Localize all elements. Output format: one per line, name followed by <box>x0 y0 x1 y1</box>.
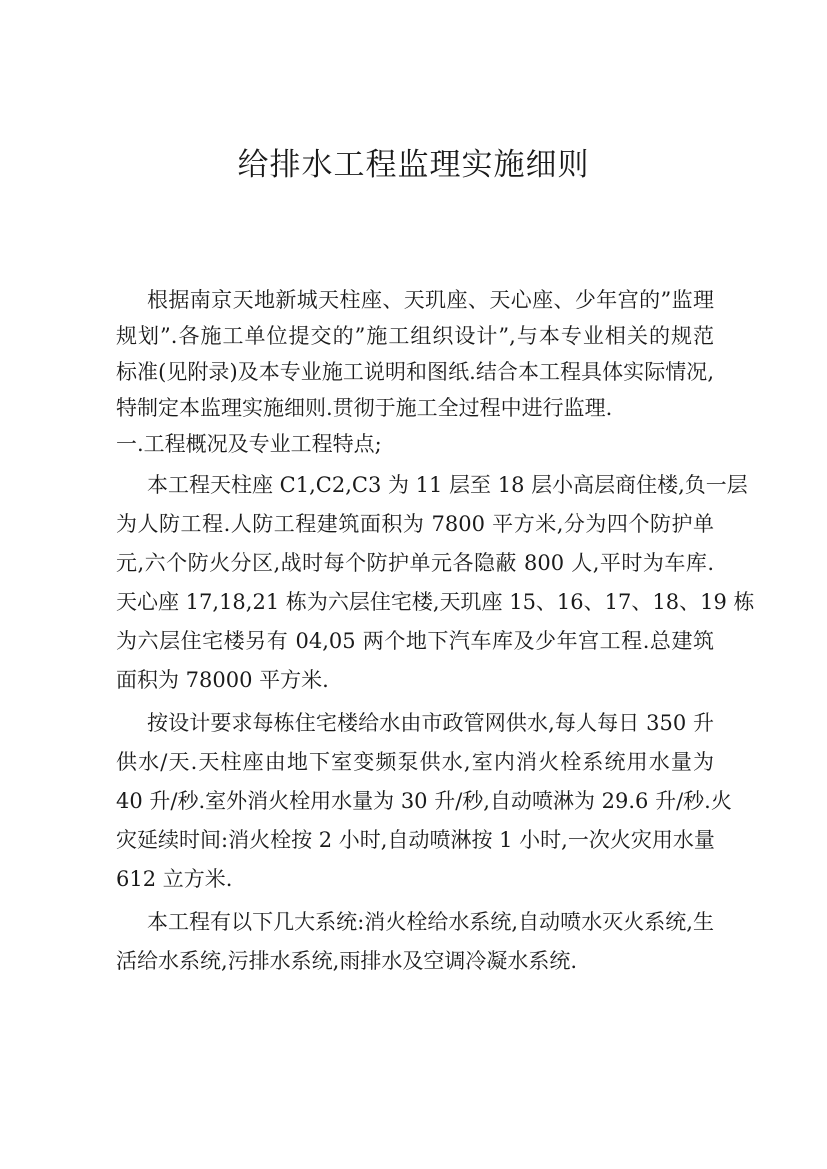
body-line: 本工程有以下几大系统:消火栓给水系统,自动喷水灭火系统,生 <box>147 910 714 934</box>
body-line: 元,六个防火分区,战时每个防护单元各隐蔽 800 人,平时为车库. <box>116 551 714 575</box>
document-title: 给排水工程监理实施细则 <box>237 147 590 183</box>
body-line: 为人防工程.人防工程建筑面积为 7800 平方米,分为四个防护单 <box>116 512 714 536</box>
body-line: 活给水系统,污排水系统,雨排水及空调冷凝水系统. <box>116 949 578 973</box>
body-line: 本工程天柱座 C1,C2,C3 为 11 层至 18 层小高层商住楼,负一层 <box>147 473 748 497</box>
document-body <box>116 282 755 981</box>
body-line: 612 立方米. <box>116 867 233 891</box>
body-line: 特制定本监理实施细则.贯彻于施工全过程中进行监理. <box>116 396 613 420</box>
body-line: 供水/天.天柱座由地下室变频泵供水,室内消火栓系统用水量为 <box>116 750 714 774</box>
body-line: 标准(见附录)及本专业施工说明和图纸.结合本工程具体实际情况, <box>116 360 714 384</box>
section-heading: 一.工程概况及专业工程特点; <box>116 432 382 456</box>
body-line: 灾延续时间:消火栓按 2 小时,自动喷淋按 1 小时,一次火灾用水量 <box>116 828 715 852</box>
body-line: 为六层住宅楼另有 04,05 两个地下汽车库及少年宫工程.总建筑 <box>116 629 714 653</box>
body-line: 天心座 17,18,21 栋为六层住宅楼,天玑座 15、16、17、18、19 栋 <box>116 590 755 614</box>
body-line: 40 升/秒.室外消火栓用水量为 30 升/秒,自动喷淋为 29.6 升/秒.火 <box>116 789 732 813</box>
body-line: 按设计要求每栋住宅楼给水由市政管网供水,每人每日 350 升 <box>147 711 714 735</box>
body-line: 根据南京天地新城天柱座、天玑座、天心座、少年宫的”监理 <box>147 288 714 312</box>
body-line: 面积为 78000 平方米. <box>116 668 329 692</box>
body-line: 规划”.各施工单位提交的”施工组织设计”,与本专业相关的规范 <box>116 324 714 348</box>
